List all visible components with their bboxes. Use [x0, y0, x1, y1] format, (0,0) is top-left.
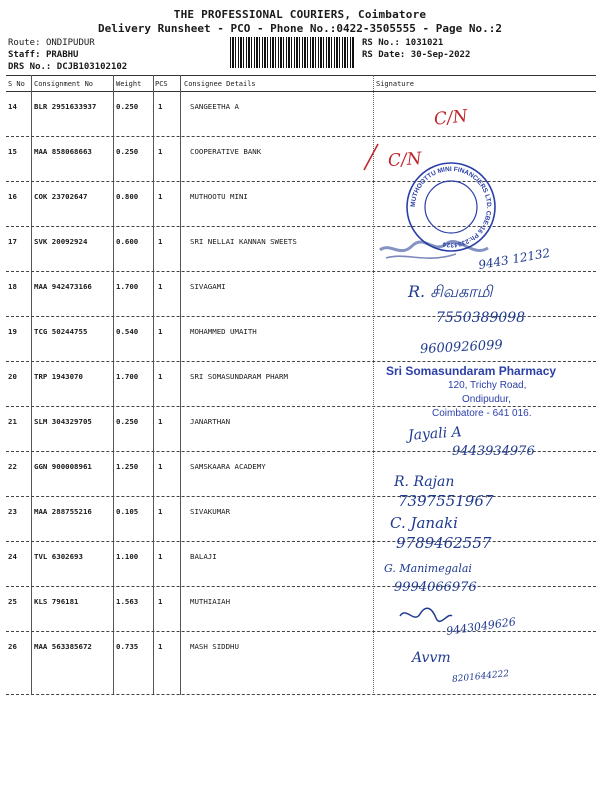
staff-line — [8, 50, 78, 60]
cell-sno: 23 — [8, 507, 17, 516]
signature-row-24-name: G. Manimegalai — [384, 562, 472, 575]
cell-sno: 19 — [8, 327, 17, 336]
cell-consignment: MAA 942473166 — [34, 282, 92, 291]
cell-consignee: SIVAGAMI — [190, 282, 226, 291]
cell-consignment: SLM 304329705 — [34, 417, 92, 426]
cell-pcs: 1 — [158, 102, 163, 111]
pharmacy-stamp-address-1: 120, Trichy Road, — [448, 380, 527, 391]
cell-sno: 15 — [8, 147, 17, 156]
col-header-signature: Signature — [376, 80, 414, 88]
cell-consignee: SIVAKUMAR — [190, 507, 231, 516]
barcode-image — [230, 37, 354, 68]
cell-consignment: COK 23702647 — [34, 192, 88, 201]
cell-consignee: SANGEETHA A — [190, 102, 239, 111]
signature-row-15: C/N — [387, 148, 423, 172]
drs-label: DRS No.: — [8, 62, 52, 72]
signature-row-22-name: R. Rajan — [394, 474, 455, 490]
cell-weight: 0.250 — [116, 147, 139, 156]
cell-pcs: 1 — [158, 192, 163, 201]
cell-consignee: MASH SIDDHU — [190, 642, 239, 651]
cell-sno: 16 — [8, 192, 17, 201]
staff-label: Staff: — [8, 50, 41, 60]
cell-pcs: 1 — [158, 372, 163, 381]
route-value: ONDIPUDUR — [45, 38, 95, 48]
cell-weight: 1.563 — [116, 597, 139, 606]
staff-value: PRABHU — [45, 50, 79, 60]
cell-weight: 0.250 — [116, 102, 139, 111]
cell-weight: 0.800 — [116, 192, 139, 201]
cell-consignment: GGN 900008961 — [34, 462, 92, 471]
table-row — [0, 542, 600, 587]
rs-no-line — [362, 38, 443, 48]
signature-row-18-phone: 7550389098 — [436, 310, 526, 326]
col-header-consignment: Consignment No — [34, 80, 94, 88]
signature-row-26-phone: 8201644222 — [451, 669, 510, 685]
rs-no-value: 1031021 — [405, 38, 444, 48]
table-row — [0, 92, 600, 137]
cell-weight: 0.105 — [116, 507, 139, 516]
runsheet-subtitle: Delivery Runsheet - PCO - Phone No.:0422-3505555 - Page No.:2 — [98, 22, 502, 35]
cell-pcs: 1 — [158, 327, 163, 336]
rs-date-value: 30-Sep-2022 — [410, 50, 471, 60]
cell-pcs: 1 — [158, 417, 163, 426]
cell-sno: 22 — [8, 462, 17, 471]
signature-row-18-name: R. சிவகாமி — [408, 282, 493, 301]
signature-row-21-phone: 9443934976 — [452, 444, 535, 459]
cell-weight: 1.100 — [116, 552, 139, 561]
rs-date-label: RS Date: — [362, 50, 406, 60]
table-row — [0, 632, 600, 677]
cell-sno: 25 — [8, 597, 17, 606]
cell-consignee: SAMSKAARA ACADEMY — [190, 462, 266, 471]
cell-pcs: 1 — [158, 237, 163, 246]
seal-text: MUTHOOTTU MINI FINANCIERS LTD. CBE-16 Ph:2394324 — [409, 165, 493, 249]
rs-no-label: RS No.: — [362, 38, 400, 48]
cell-pcs: 1 — [158, 462, 163, 471]
cell-weight: 1.700 — [116, 282, 139, 291]
signature-row-25-phone: 9443049626 — [445, 615, 517, 638]
cell-consignee: BALAJI — [190, 552, 217, 561]
pharmacy-stamp-address-3: Coimbatore - 641 016. — [432, 408, 532, 419]
signature-row-24-phone: 9994066976 — [394, 580, 477, 595]
route-line — [8, 38, 95, 48]
cell-pcs: 1 — [158, 507, 163, 516]
cell-pcs: 1 — [158, 642, 163, 651]
cell-consignment: MAA 563385672 — [34, 642, 92, 651]
signature-row-19: 9600926099 — [419, 337, 504, 358]
col-header-sno: S No — [8, 80, 25, 88]
col-header-pcs: PCS — [155, 80, 168, 88]
signature-row-26-name: Avvm — [412, 650, 451, 666]
drs-value: DCJB103102102 — [56, 62, 128, 72]
cell-consignee: SRI SOMASUNDARAM PHARM — [190, 372, 288, 381]
table-top-rule — [6, 75, 596, 76]
cell-pcs: 1 — [158, 552, 163, 561]
cell-sno: 20 — [8, 372, 17, 381]
cell-consignee: SRI NELLAI KANNAN SWEETS — [190, 237, 297, 246]
cell-consignment: MAA 288755216 — [34, 507, 92, 516]
col-header-weight: Weight — [116, 80, 142, 88]
cell-consignee: MUTHIAIAH — [190, 597, 231, 606]
pharmacy-stamp-name: Sri Somasundaram Pharmacy — [386, 364, 557, 378]
cell-consignment: SVK 20092924 — [34, 237, 88, 246]
cell-weight: 0.250 — [116, 417, 139, 426]
cell-weight: 0.540 — [116, 327, 139, 336]
cell-weight: 0.735 — [116, 642, 139, 651]
signature-row-17: 9443 12132 — [477, 245, 552, 273]
cell-pcs: 1 — [158, 597, 163, 606]
cell-weight: 1.250 — [116, 462, 139, 471]
cell-sno: 18 — [8, 282, 17, 291]
cell-consignee: JANARTHAN — [190, 417, 231, 426]
cell-sno: 24 — [8, 552, 17, 561]
cell-consignment: TRP 1943070 — [34, 372, 83, 381]
signature-scribble — [396, 604, 456, 626]
signature-row-14: C/N — [433, 106, 469, 130]
table-row — [0, 137, 600, 182]
cell-consignee: COOPERATIVE BANK — [190, 147, 262, 156]
cell-consignment: TVL 6302693 — [34, 552, 83, 561]
route-label: Route: — [8, 38, 41, 48]
company-title: THE PROFESSIONAL COURIERS, Coimbatore — [173, 8, 427, 21]
cell-sno: 21 — [8, 417, 17, 426]
cell-sno: 14 — [8, 102, 17, 111]
table-row — [0, 497, 600, 542]
cell-consignment: BLR 2951633937 — [34, 102, 97, 111]
signature-row-23-phone: 9789462557 — [396, 534, 492, 552]
rs-date-line — [362, 50, 470, 60]
signature-row-22-phone: 7397551967 — [398, 492, 494, 510]
signature-row-21-name: Jayali A — [407, 424, 463, 444]
cell-sno: 26 — [8, 642, 17, 651]
cell-pcs: 1 — [158, 147, 163, 156]
cell-consignment: MAA 858068663 — [34, 147, 92, 156]
drs-line — [8, 62, 127, 72]
cell-weight: 1.700 — [116, 372, 139, 381]
col-header-consignee: Consignee Details — [184, 80, 256, 88]
signature-row-23-name: C. Janaki — [390, 514, 458, 532]
cell-pcs: 1 — [158, 282, 163, 291]
cell-sno: 17 — [8, 237, 17, 246]
table-row — [0, 182, 600, 227]
row-separator — [6, 694, 596, 695]
cell-consignee: MUTHOOTU MINI — [190, 192, 248, 201]
cell-consignment: TCG 50244755 — [34, 327, 88, 336]
cell-weight: 0.600 — [116, 237, 139, 246]
cell-consignee: MOHAMMED UMAITH — [190, 327, 257, 336]
pharmacy-stamp-address-2: Ondipudur, — [462, 394, 511, 405]
cell-consignment: KLS 796181 — [34, 597, 79, 606]
